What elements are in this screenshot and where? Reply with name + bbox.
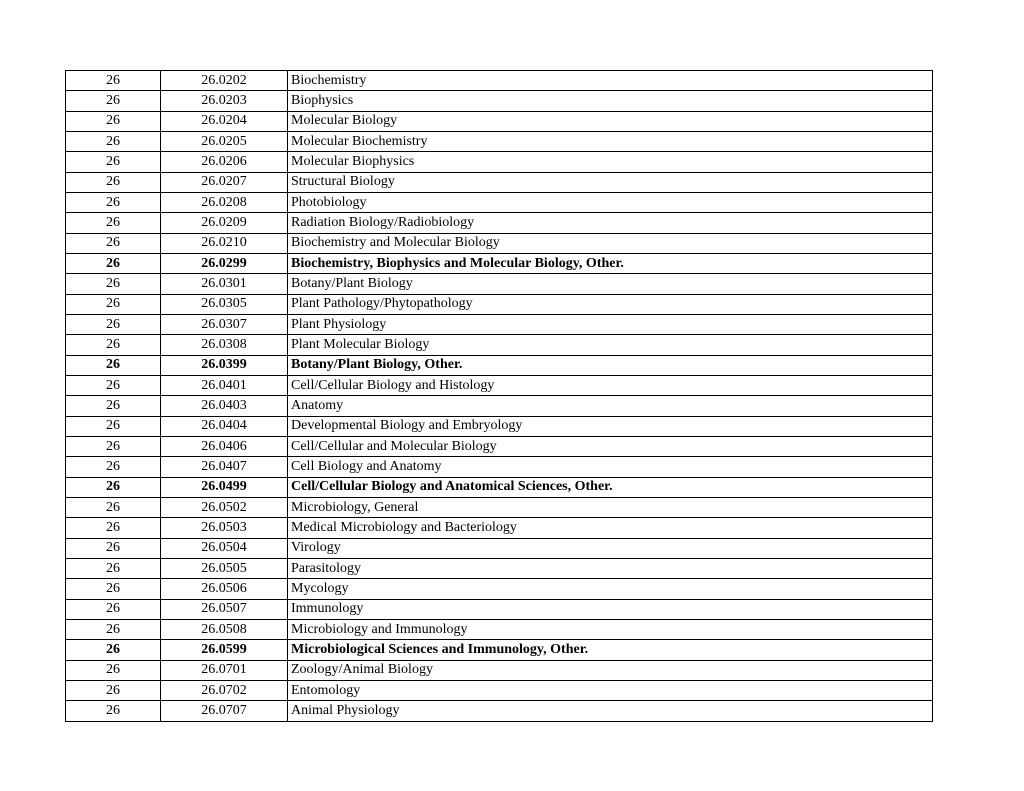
series-cell: 26 bbox=[66, 416, 161, 436]
program-code-table bbox=[65, 70, 933, 722]
table-row bbox=[66, 375, 933, 395]
code-cell: 26.0299 bbox=[161, 253, 288, 273]
series-cell: 26 bbox=[66, 91, 161, 111]
code-cell: 26.0308 bbox=[161, 335, 288, 355]
table-row bbox=[66, 274, 933, 294]
title-cell: Cell/Cellular Biology and Anatomical Sciences, Other. bbox=[288, 477, 933, 497]
table-row bbox=[66, 457, 933, 477]
title-cell: Biophysics bbox=[288, 91, 933, 111]
series-cell: 26 bbox=[66, 396, 161, 416]
table-row bbox=[66, 192, 933, 212]
title-cell: Immunology bbox=[288, 599, 933, 619]
code-cell: 26.0208 bbox=[161, 192, 288, 212]
series-cell: 26 bbox=[66, 701, 161, 721]
series-cell: 26 bbox=[66, 152, 161, 172]
table-row-subtotal bbox=[66, 477, 933, 497]
code-cell: 26.0210 bbox=[161, 233, 288, 253]
code-cell: 26.0406 bbox=[161, 436, 288, 456]
code-cell: 26.0399 bbox=[161, 355, 288, 375]
series-cell: 26 bbox=[66, 579, 161, 599]
series-cell: 26 bbox=[66, 71, 161, 91]
title-cell: Plant Molecular Biology bbox=[288, 335, 933, 355]
table-row bbox=[66, 396, 933, 416]
code-cell: 26.0209 bbox=[161, 213, 288, 233]
table-row bbox=[66, 294, 933, 314]
code-cell: 26.0404 bbox=[161, 416, 288, 436]
title-cell: Photobiology bbox=[288, 192, 933, 212]
code-cell: 26.0508 bbox=[161, 619, 288, 639]
title-cell: Medical Microbiology and Bacteriology bbox=[288, 518, 933, 538]
code-cell: 26.0502 bbox=[161, 497, 288, 517]
code-cell: 26.0401 bbox=[161, 375, 288, 395]
series-cell: 26 bbox=[66, 172, 161, 192]
title-cell: Radiation Biology/Radiobiology bbox=[288, 213, 933, 233]
title-cell: Microbiology, General bbox=[288, 497, 933, 517]
series-cell: 26 bbox=[66, 538, 161, 558]
title-cell: Botany/Plant Biology, Other. bbox=[288, 355, 933, 375]
code-cell: 26.0204 bbox=[161, 111, 288, 131]
title-cell: Plant Physiology bbox=[288, 314, 933, 334]
table-row bbox=[66, 680, 933, 700]
table-row bbox=[66, 213, 933, 233]
table-row bbox=[66, 579, 933, 599]
program-code-table-body bbox=[66, 71, 933, 722]
series-cell: 26 bbox=[66, 436, 161, 456]
table-row bbox=[66, 314, 933, 334]
title-cell: Mycology bbox=[288, 579, 933, 599]
title-cell: Anatomy bbox=[288, 396, 933, 416]
table-row bbox=[66, 436, 933, 456]
table-row bbox=[66, 538, 933, 558]
table-row-subtotal bbox=[66, 640, 933, 660]
series-cell: 26 bbox=[66, 375, 161, 395]
title-cell: Structural Biology bbox=[288, 172, 933, 192]
table-row bbox=[66, 71, 933, 91]
title-cell: Parasitology bbox=[288, 558, 933, 578]
title-cell: Molecular Biology bbox=[288, 111, 933, 131]
table-row bbox=[66, 701, 933, 721]
table-row bbox=[66, 335, 933, 355]
title-cell: Developmental Biology and Embryology bbox=[288, 416, 933, 436]
code-cell: 26.0403 bbox=[161, 396, 288, 416]
series-cell: 26 bbox=[66, 640, 161, 660]
code-cell: 26.0507 bbox=[161, 599, 288, 619]
table-row bbox=[66, 233, 933, 253]
code-cell: 26.0307 bbox=[161, 314, 288, 334]
title-cell: Cell/Cellular Biology and Histology bbox=[288, 375, 933, 395]
code-cell: 26.0207 bbox=[161, 172, 288, 192]
table-row bbox=[66, 152, 933, 172]
title-cell: Cell/Cellular and Molecular Biology bbox=[288, 436, 933, 456]
title-cell: Molecular Biochemistry bbox=[288, 131, 933, 151]
table-row-subtotal bbox=[66, 253, 933, 273]
code-cell: 26.0202 bbox=[161, 71, 288, 91]
series-cell: 26 bbox=[66, 294, 161, 314]
series-cell: 26 bbox=[66, 111, 161, 131]
title-cell: Cell Biology and Anatomy bbox=[288, 457, 933, 477]
title-cell: Plant Pathology/Phytopathology bbox=[288, 294, 933, 314]
title-cell: Biochemistry, Biophysics and Molecular Biology, Other. bbox=[288, 253, 933, 273]
series-cell: 26 bbox=[66, 131, 161, 151]
table-row bbox=[66, 416, 933, 436]
series-cell: 26 bbox=[66, 660, 161, 680]
code-cell: 26.0203 bbox=[161, 91, 288, 111]
title-cell: Entomology bbox=[288, 680, 933, 700]
table-row bbox=[66, 619, 933, 639]
code-cell: 26.0503 bbox=[161, 518, 288, 538]
title-cell: Virology bbox=[288, 538, 933, 558]
table-row bbox=[66, 111, 933, 131]
code-cell: 26.0707 bbox=[161, 701, 288, 721]
code-cell: 26.0205 bbox=[161, 131, 288, 151]
series-cell: 26 bbox=[66, 680, 161, 700]
series-cell: 26 bbox=[66, 233, 161, 253]
title-cell: Zoology/Animal Biology bbox=[288, 660, 933, 680]
series-cell: 26 bbox=[66, 497, 161, 517]
code-cell: 26.0407 bbox=[161, 457, 288, 477]
table-row bbox=[66, 558, 933, 578]
title-cell: Microbiology and Immunology bbox=[288, 619, 933, 639]
table-row bbox=[66, 172, 933, 192]
series-cell: 26 bbox=[66, 518, 161, 538]
series-cell: 26 bbox=[66, 253, 161, 273]
code-cell: 26.0499 bbox=[161, 477, 288, 497]
title-cell: Molecular Biophysics bbox=[288, 152, 933, 172]
code-cell: 26.0206 bbox=[161, 152, 288, 172]
code-cell: 26.0301 bbox=[161, 274, 288, 294]
code-cell: 26.0506 bbox=[161, 579, 288, 599]
series-cell: 26 bbox=[66, 558, 161, 578]
series-cell: 26 bbox=[66, 274, 161, 294]
series-cell: 26 bbox=[66, 457, 161, 477]
table-row bbox=[66, 91, 933, 111]
table-row bbox=[66, 599, 933, 619]
code-cell: 26.0701 bbox=[161, 660, 288, 680]
series-cell: 26 bbox=[66, 619, 161, 639]
title-cell: Microbiological Sciences and Immunology, Other. bbox=[288, 640, 933, 660]
title-cell: Biochemistry and Molecular Biology bbox=[288, 233, 933, 253]
table-row bbox=[66, 518, 933, 538]
series-cell: 26 bbox=[66, 192, 161, 212]
code-cell: 26.0599 bbox=[161, 640, 288, 660]
table-row bbox=[66, 660, 933, 680]
series-cell: 26 bbox=[66, 355, 161, 375]
code-cell: 26.0702 bbox=[161, 680, 288, 700]
series-cell: 26 bbox=[66, 335, 161, 355]
series-cell: 26 bbox=[66, 599, 161, 619]
table-row bbox=[66, 497, 933, 517]
title-cell: Animal Physiology bbox=[288, 701, 933, 721]
table-row-subtotal bbox=[66, 355, 933, 375]
series-cell: 26 bbox=[66, 314, 161, 334]
code-cell: 26.0305 bbox=[161, 294, 288, 314]
code-cell: 26.0505 bbox=[161, 558, 288, 578]
code-cell: 26.0504 bbox=[161, 538, 288, 558]
title-cell: Biochemistry bbox=[288, 71, 933, 91]
table-row bbox=[66, 131, 933, 151]
series-cell: 26 bbox=[66, 477, 161, 497]
title-cell: Botany/Plant Biology bbox=[288, 274, 933, 294]
series-cell: 26 bbox=[66, 213, 161, 233]
